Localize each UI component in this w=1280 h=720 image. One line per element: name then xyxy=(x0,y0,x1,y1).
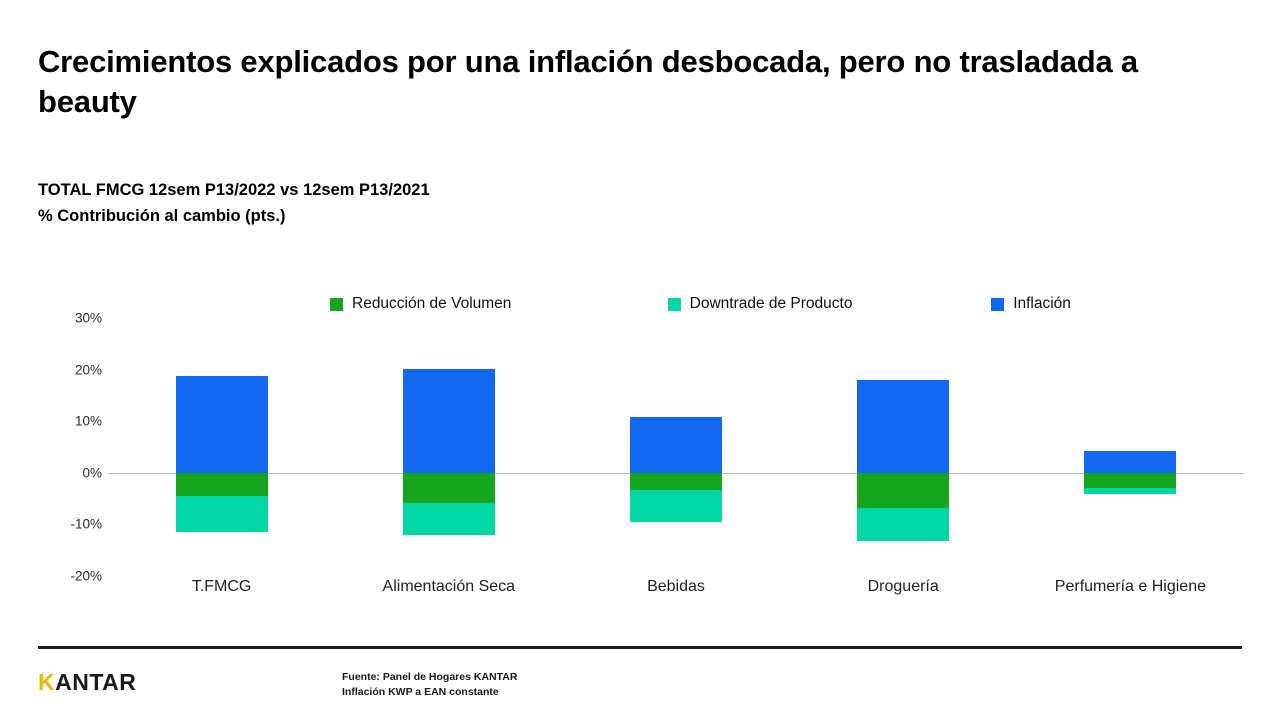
kantar-logo-rest: ANTAR xyxy=(55,669,137,695)
bar-segment[interactable] xyxy=(1084,451,1176,473)
legend-swatch-icon xyxy=(668,298,681,311)
legend-item[interactable] xyxy=(330,295,668,313)
legend-item-label: Downtrade de Producto xyxy=(689,295,853,312)
legend-swatch-icon xyxy=(991,298,1004,311)
y-axis-tick-label: 0% xyxy=(82,465,102,481)
bar-segment[interactable] xyxy=(176,496,268,532)
source-note-line1: Fuente: Panel de Hogares KANTAR xyxy=(342,671,518,683)
legend-item-label: Reducción de Volumen xyxy=(352,295,512,312)
x-axis-tick-label: Droguería xyxy=(867,578,939,595)
x-axis-tick-label: T.FMCG xyxy=(191,578,252,595)
bar-segment[interactable] xyxy=(1084,488,1176,494)
y-axis-tick-label: -20% xyxy=(70,568,102,584)
bar-segment[interactable] xyxy=(403,369,495,473)
chart-subtitle xyxy=(38,178,738,229)
y-axis-tick-label: -10% xyxy=(70,516,102,532)
x-axis-tick-label: Bebidas xyxy=(647,578,705,595)
y-axis-tick-label: 20% xyxy=(74,362,102,378)
legend-item[interactable] xyxy=(991,295,1160,313)
bar-segment[interactable] xyxy=(176,376,268,473)
bar-segment[interactable] xyxy=(630,473,722,491)
bar-segment[interactable] xyxy=(630,417,722,473)
y-axis-labels xyxy=(44,310,102,584)
legend-item-label: Inflación xyxy=(1013,295,1071,312)
y-axis-tick-label: 10% xyxy=(74,413,102,429)
chart-legend xyxy=(330,295,1160,313)
bar-segment[interactable] xyxy=(857,508,949,541)
kantar-logo-initial: K xyxy=(38,669,56,695)
bar-segment[interactable] xyxy=(1084,473,1176,488)
x-axis-tick-label: Alimentación Seca xyxy=(382,578,516,595)
source-note xyxy=(342,670,517,700)
bar-segment[interactable] xyxy=(857,473,949,508)
kantar-logo xyxy=(38,669,136,696)
legend-item[interactable] xyxy=(668,295,992,313)
bar-segment[interactable] xyxy=(403,473,495,503)
source-note-line2: Inflación KWP a EAN constante xyxy=(342,686,499,699)
y-axis-tick-label: 30% xyxy=(74,310,102,326)
chart-subtitle-line1: TOTAL FMCG 12sem P13/2022 vs 12sem P13/2021 xyxy=(38,181,430,199)
chart-subtitle-line2: % Contribución al cambio (pts.) xyxy=(38,206,286,225)
bar-segment[interactable] xyxy=(176,473,268,496)
legend-swatch-icon xyxy=(330,298,343,311)
bar-segment[interactable] xyxy=(403,503,495,535)
bar-segment[interactable] xyxy=(857,380,949,473)
footer-divider xyxy=(38,646,1242,649)
bar-segment[interactable] xyxy=(630,490,722,522)
page-title: Crecimientos explicados por una inflación desbocada, pero no trasladada a beauty xyxy=(38,44,1138,120)
x-axis-tick-label: Perfumería e Higiene xyxy=(1054,578,1206,595)
chart-plot-area xyxy=(108,318,1244,576)
